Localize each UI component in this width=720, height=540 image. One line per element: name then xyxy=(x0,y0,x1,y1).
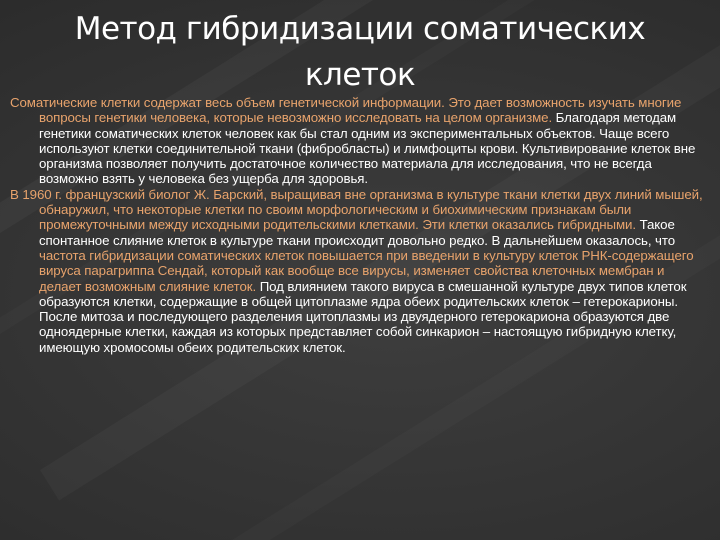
paragraph-somatic-cells xyxy=(10,95,708,187)
paragraph-barsky-1960 xyxy=(10,187,708,355)
highlighted-text: В 1960 г. французский биолог Ж. Барский, выращивая вне организма в культуре ткани клетки двух линий мышей, обнаружил, что некоторые клетки по своим морфологическим и биохимическим признакам были промежуточными между исходными родительскими клетками. Эти клетки оказались гибридными. xyxy=(10,186,703,233)
body-text: Под влиянием такого вируса в смешанной культуре двух типов клеток образуются клетки, содержащие в общей цитоплазме ядра обеих родительских клеток – гетерокарионы. После митоза и последующего разделения цитоплазмы из двуядерного гетерокариона образуются две одноядерные клетки, каждая из которых представляет собой синкарион – настоящую гибридную клетку, имеющую хромосомы обеих родительских клеток. xyxy=(39,278,687,355)
body-text: Благодаря методам генетики соматических клеток человек как бы стал одним из экспериментальных объектов. Чаще всего используют клетки соединительной ткани (фибробласты) и лимфоциты крови. Культивирование клеток вне организма позволяет получить достаточное количество материала для исследования, что не всегда возможно взять у человека без ущерба для здоровья. xyxy=(39,110,696,187)
highlighted-text: Соматические клетки содержат весь объем генетической информации. Это дает возможность изучать многие вопросы генетики человека, которые невозможно исследовать на целом организме. xyxy=(10,95,682,126)
slide-body xyxy=(10,95,708,355)
highlighted-text: частота гибридизации соматических клеток повышается при введении в культуру клеток РНК-содержащего вируса парагриппа Сендай, который как вообще все вирусы, изменяет свойства клеточных мембран и делает возможным слияние клеток. xyxy=(39,247,694,294)
body-text: Такое спонтанное слияние клеток в культуре ткани происходит довольно редко. В дальнейшем оказалось, что xyxy=(39,217,676,248)
slide-title: Метод гибридизации соматических клеток xyxy=(74,11,646,93)
